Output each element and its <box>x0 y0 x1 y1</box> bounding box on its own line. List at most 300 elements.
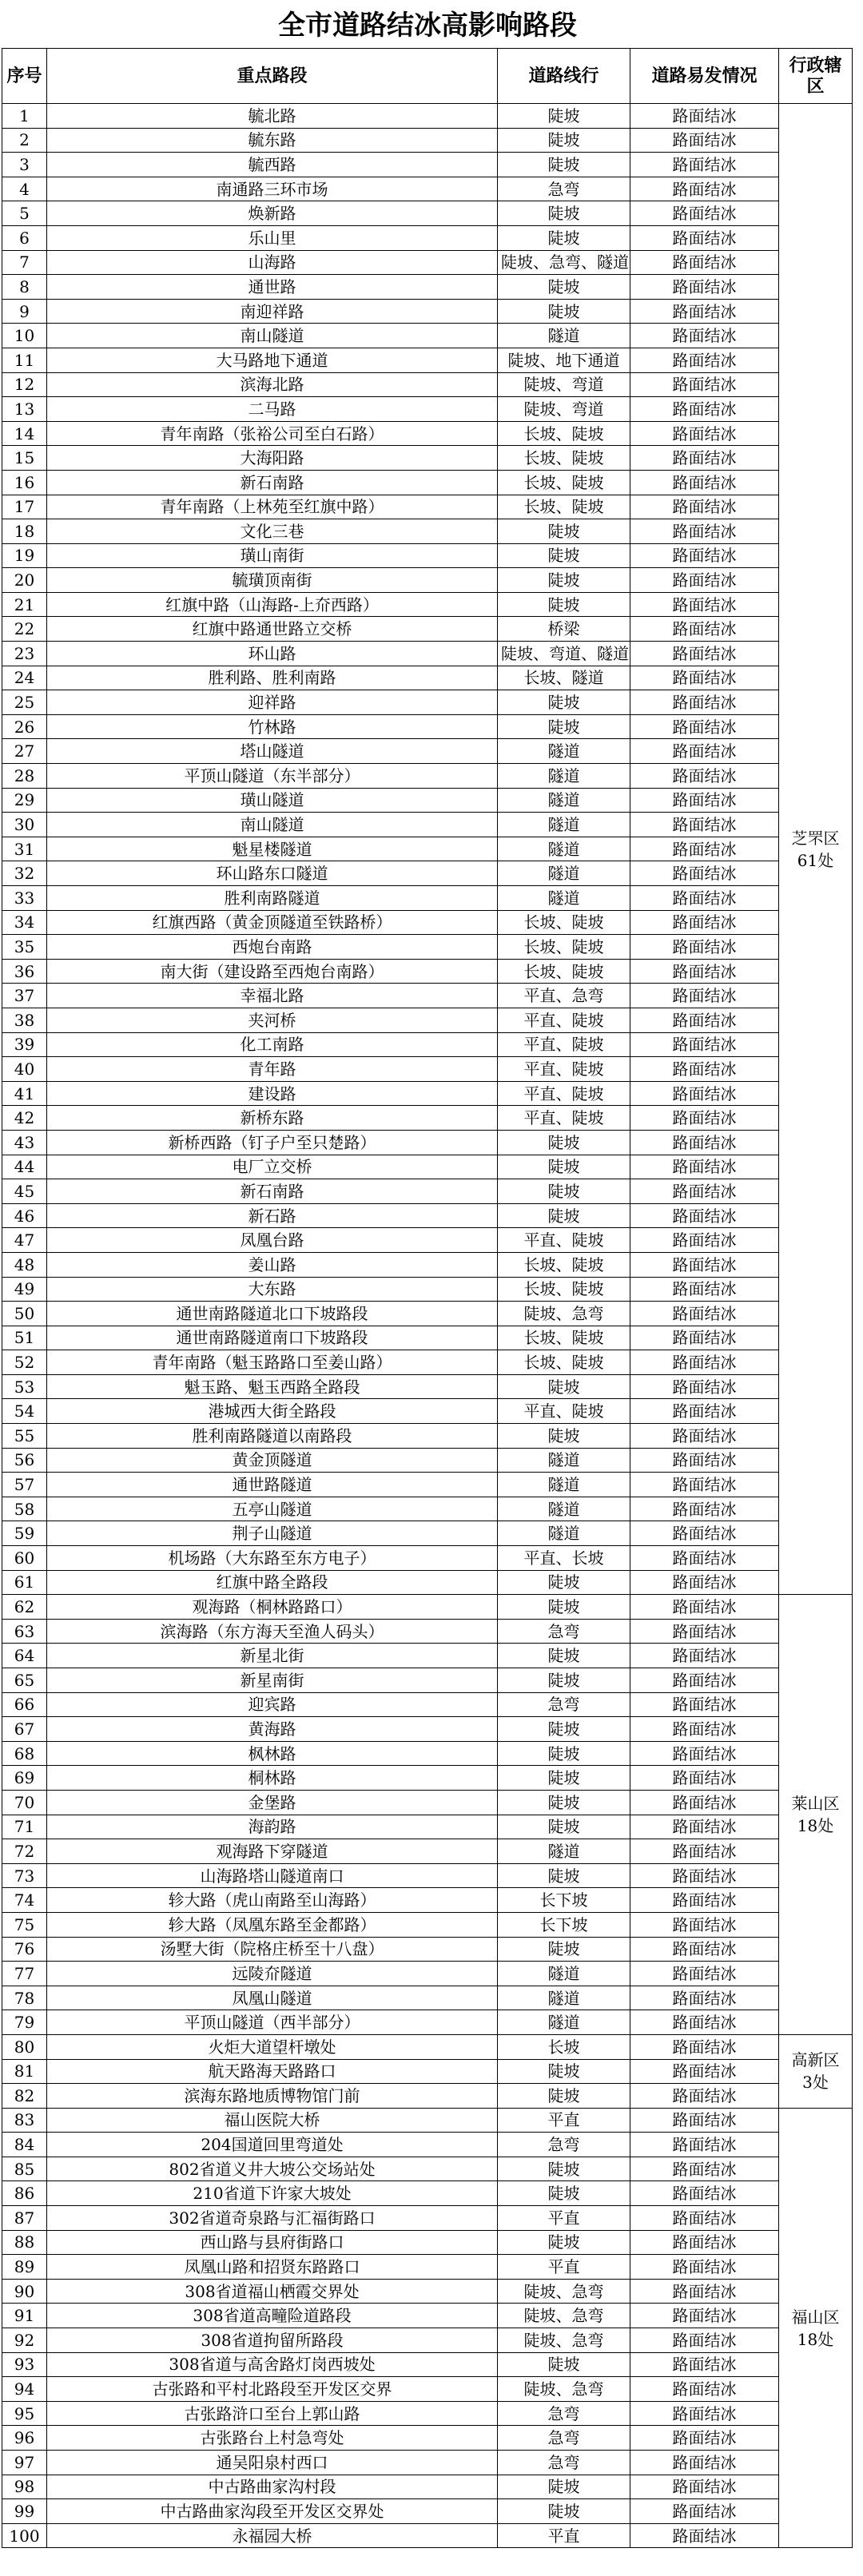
cell-index: 45 <box>2 1179 47 1204</box>
cell-road-section: 红旗西路（黄金顶隧道至铁路桥） <box>47 910 498 935</box>
cell-hazard: 路面结冰 <box>630 959 779 984</box>
cell-road-alignment: 陡坡 <box>498 2157 630 2181</box>
cell-road-alignment: 平直 <box>498 2206 630 2231</box>
header-road-alignment: 道路线行 <box>498 49 630 104</box>
cell-road-section: 五亭山隧道 <box>47 1497 498 1521</box>
cell-hazard: 路面结冰 <box>630 764 779 789</box>
cell-index: 36 <box>2 959 47 984</box>
table-row <box>2 2304 853 2328</box>
cell-road-alignment: 隧道 <box>498 764 630 789</box>
road-table <box>2 48 853 2548</box>
cell-road-section: 大海阳路 <box>47 446 498 471</box>
cell-road-alignment: 陡坡 <box>498 2059 630 2084</box>
cell-road-section: 青年路 <box>47 1057 498 1082</box>
cell-road-alignment: 长坡、陡坡 <box>498 959 630 984</box>
cell-index: 66 <box>2 1692 47 1717</box>
cell-index: 61 <box>2 1570 47 1595</box>
header-hazard: 道路易发情况 <box>630 49 779 104</box>
district-name: 高新区 <box>791 2050 840 2070</box>
cell-road-section: 观海路下穿隧道 <box>47 1839 498 1864</box>
table-row <box>2 1863 853 1888</box>
cell-road-section: 魁星楼隧道 <box>47 837 498 861</box>
cell-hazard: 路面结冰 <box>630 1790 779 1815</box>
cell-hazard: 路面结冰 <box>630 201 779 226</box>
cell-hazard: 路面结冰 <box>630 470 779 495</box>
cell-road-alignment: 陡坡 <box>498 299 630 324</box>
cell-road-section: 璜山隧道 <box>47 788 498 813</box>
cell-road-alignment: 平直 <box>498 2523 630 2548</box>
cell-road-alignment: 隧道 <box>498 788 630 813</box>
cell-road-section: 新石路 <box>47 1203 498 1228</box>
cell-hazard: 路面结冰 <box>630 788 779 813</box>
cell-index: 90 <box>2 2279 47 2304</box>
cell-road-alignment: 陡坡、急弯 <box>498 2377 630 2402</box>
table-row <box>2 397 853 422</box>
cell-road-alignment: 陡坡 <box>498 1863 630 1888</box>
cell-road-section: 环山路 <box>47 642 498 666</box>
cell-road-alignment: 急弯 <box>498 2426 630 2451</box>
cell-index: 2 <box>2 128 47 153</box>
cell-hazard: 路面结冰 <box>630 1619 779 1644</box>
table-row <box>2 714 853 739</box>
cell-hazard: 路面结冰 <box>630 886 779 911</box>
cell-index: 41 <box>2 1081 47 1106</box>
cell-road-alignment: 平直、长坡 <box>498 1546 630 1571</box>
cell-hazard: 路面结冰 <box>630 910 779 935</box>
cell-index: 35 <box>2 935 47 960</box>
table-row <box>2 2255 853 2280</box>
cell-road-alignment: 平直、急弯 <box>498 984 630 1008</box>
cell-hazard: 路面结冰 <box>630 543 779 568</box>
cell-index: 85 <box>2 2157 47 2181</box>
cell-road-section: 机场路（大东路至东方电子） <box>47 1546 498 1571</box>
cell-index: 12 <box>2 372 47 397</box>
cell-road-alignment: 平直、陡坡 <box>498 1057 630 1082</box>
cell-index: 55 <box>2 1424 47 1449</box>
cell-hazard: 路面结冰 <box>630 1668 779 1693</box>
table-row <box>2 446 853 471</box>
cell-index: 27 <box>2 739 47 764</box>
cell-road-alignment: 隧道 <box>498 1521 630 1546</box>
table-row <box>2 1962 853 1986</box>
cell-index: 14 <box>2 421 47 446</box>
table-row <box>2 1912 853 1937</box>
cell-index: 57 <box>2 1473 47 1497</box>
cell-road-section: 南迎祥路 <box>47 299 498 324</box>
cell-road-alignment: 隧道 <box>498 1497 630 1521</box>
cell-road-alignment: 长坡、隧道 <box>498 666 630 690</box>
cell-road-section: 黄海路 <box>47 1717 498 1742</box>
cell-road-section: 新石南路 <box>47 1179 498 1204</box>
cell-road-section: 枫林路 <box>47 1741 498 1766</box>
cell-index: 75 <box>2 1912 47 1937</box>
cell-hazard: 路面结冰 <box>630 1228 779 1253</box>
document-title: 全市道路结冰高影响路段 <box>278 10 577 42</box>
cell-index: 56 <box>2 1448 47 1473</box>
cell-hazard: 路面结冰 <box>630 813 779 837</box>
cell-road-section: 红旗中路通世路立交桥 <box>47 617 498 642</box>
cell-hazard: 路面结冰 <box>630 1374 779 1399</box>
cell-road-section: 毓璜顶南街 <box>47 568 498 593</box>
cell-road-section: 二马路 <box>47 397 498 422</box>
table-row <box>2 1008 853 1032</box>
cell-index: 88 <box>2 2230 47 2255</box>
table-row <box>2 642 853 666</box>
cell-road-alignment: 陡坡、急弯 <box>498 2328 630 2353</box>
cell-road-section: 大东路 <box>47 1277 498 1302</box>
cell-road-alignment: 陡坡 <box>498 592 630 617</box>
table-row <box>2 1081 853 1106</box>
cell-hazard: 路面结冰 <box>630 1497 779 1521</box>
table-row <box>2 959 853 984</box>
table-row <box>2 519 853 544</box>
cell-road-section: 焕新路 <box>47 201 498 226</box>
cell-index: 76 <box>2 1937 47 1962</box>
table-row <box>2 470 853 495</box>
cell-hazard: 路面结冰 <box>630 1057 779 1082</box>
cell-road-section: 古张路台上村急弯处 <box>47 2426 498 2451</box>
table-row <box>2 1766 853 1791</box>
cell-road-section: 火炬大道望杆墩处 <box>47 2034 498 2059</box>
cell-road-alignment: 平直、陡坡 <box>498 1008 630 1032</box>
table-row <box>2 2133 853 2157</box>
cell-hazard: 路面结冰 <box>630 250 779 275</box>
table-row <box>2 1497 853 1521</box>
cell-hazard: 路面结冰 <box>630 1130 779 1155</box>
cell-hazard: 路面结冰 <box>630 1595 779 1620</box>
table-row <box>2 861 853 886</box>
cell-road-alignment: 陡坡、急弯 <box>498 1302 630 1326</box>
cell-hazard: 路面结冰 <box>630 495 779 519</box>
cell-road-section: 新星南街 <box>47 1668 498 1693</box>
district-name: 莱山区 <box>791 1794 840 1814</box>
cell-road-alignment: 陡坡、急弯、隧道 <box>498 250 630 275</box>
cell-road-section: 文化三巷 <box>47 519 498 544</box>
cell-road-section: 308省道高疃险道路段 <box>47 2304 498 2328</box>
cell-hazard: 路面结冰 <box>630 1570 779 1595</box>
cell-road-section: 古张路浒口至台上郭山路 <box>47 2401 498 2426</box>
cell-index: 38 <box>2 1008 47 1032</box>
cell-road-section: 红旗中路全路段 <box>47 1570 498 1595</box>
cell-hazard: 路面结冰 <box>630 1644 779 1668</box>
cell-road-section: 化工南路 <box>47 1032 498 1057</box>
cell-hazard: 路面结冰 <box>630 1473 779 1497</box>
cell-index: 46 <box>2 1203 47 1228</box>
cell-index: 24 <box>2 666 47 690</box>
cell-road-section: 桐林路 <box>47 1766 498 1791</box>
cell-hazard: 路面结冰 <box>630 1350 779 1375</box>
cell-index: 70 <box>2 1790 47 1815</box>
cell-road-alignment: 陡坡 <box>498 128 630 153</box>
cell-road-section: 航天路海天路路口 <box>47 2059 498 2084</box>
cell-road-section: 新桥东路 <box>47 1106 498 1131</box>
cell-road-section: 港城西大街全路段 <box>47 1399 498 1424</box>
cell-road-section: 轸大路（虎山南路至山海路） <box>47 1888 498 1913</box>
cell-road-alignment: 陡坡 <box>498 201 630 226</box>
cell-road-section: 姜山路 <box>47 1252 498 1277</box>
cell-index: 53 <box>2 1374 47 1399</box>
cell-district <box>779 104 853 1595</box>
cell-road-section: 古张路和平村北路段至开发区交界 <box>47 2377 498 2402</box>
cell-index: 82 <box>2 2084 47 2109</box>
cell-index: 8 <box>2 275 47 300</box>
cell-hazard: 路面结冰 <box>630 104 779 129</box>
header-district: 行政辖区 <box>779 49 853 104</box>
cell-index: 79 <box>2 2010 47 2035</box>
cell-road-section: 凤凰山路和招贤东路路口 <box>47 2255 498 2280</box>
table-row <box>2 910 853 935</box>
cell-road-section: 308省道与高舍路灯岗西坡处 <box>47 2352 498 2377</box>
cell-index: 28 <box>2 764 47 789</box>
cell-road-section: 环山路东口隧道 <box>47 861 498 886</box>
table-row <box>2 2059 853 2084</box>
cell-hazard: 路面结冰 <box>630 1741 779 1766</box>
table-row <box>2 592 853 617</box>
table-row <box>2 1106 853 1131</box>
cell-index: 47 <box>2 1228 47 1253</box>
cell-road-section: 中古路曲家沟段至开发区交界处 <box>47 2499 498 2524</box>
cell-hazard: 路面结冰 <box>630 1203 779 1228</box>
cell-index: 81 <box>2 2059 47 2084</box>
cell-hazard: 路面结冰 <box>630 2181 779 2206</box>
table-row <box>2 2451 853 2475</box>
cell-road-section: 青年南路（魁玉路路口至姜山路） <box>47 1350 498 1375</box>
cell-road-section: 通世南路隧道北口下坡路段 <box>47 1302 498 1326</box>
cell-hazard: 路面结冰 <box>630 690 779 715</box>
cell-index: 26 <box>2 714 47 739</box>
cell-hazard: 路面结冰 <box>630 1326 779 1350</box>
cell-road-alignment: 长坡、陡坡 <box>498 1350 630 1375</box>
cell-road-alignment: 陡坡 <box>498 1595 630 1620</box>
cell-road-section: 夹河桥 <box>47 1008 498 1032</box>
cell-index: 71 <box>2 1815 47 1839</box>
cell-road-alignment: 陡坡 <box>498 1937 630 1962</box>
cell-road-alignment: 陡坡 <box>498 1155 630 1179</box>
cell-hazard: 路面结冰 <box>630 1399 779 1424</box>
cell-road-alignment: 平直、陡坡 <box>498 1106 630 1131</box>
table-row <box>2 1521 853 1546</box>
cell-hazard: 路面结冰 <box>630 1766 779 1791</box>
table-row <box>2 104 853 129</box>
cell-road-alignment: 长坡、陡坡 <box>498 935 630 960</box>
table-row <box>2 617 853 642</box>
district-count: 18处 <box>797 2329 834 2349</box>
cell-hazard: 路面结冰 <box>630 1179 779 1204</box>
cell-index: 44 <box>2 1155 47 1179</box>
cell-hazard: 路面结冰 <box>630 2108 779 2133</box>
table-row <box>2 153 853 177</box>
cell-road-section: 观海路（桐林路路口） <box>47 1595 498 1620</box>
cell-road-section: 毓北路 <box>47 104 498 129</box>
cell-hazard: 路面结冰 <box>630 568 779 593</box>
cell-road-alignment: 陡坡 <box>498 690 630 715</box>
cell-road-alignment: 陡坡 <box>498 568 630 593</box>
cell-road-alignment: 隧道 <box>498 813 630 837</box>
cell-index: 17 <box>2 495 47 519</box>
table-row <box>2 739 853 764</box>
cell-hazard: 路面结冰 <box>630 1032 779 1057</box>
cell-road-alignment: 陡坡、急弯 <box>498 2279 630 2304</box>
cell-hazard: 路面结冰 <box>630 299 779 324</box>
cell-index: 98 <box>2 2475 47 2499</box>
cell-hazard: 路面结冰 <box>630 2451 779 2475</box>
cell-hazard: 路面结冰 <box>630 935 779 960</box>
table-row <box>2 2010 853 2035</box>
cell-index: 95 <box>2 2401 47 2426</box>
table-row <box>2 1424 853 1449</box>
cell-hazard: 路面结冰 <box>630 2523 779 2548</box>
cell-hazard: 路面结冰 <box>630 1962 779 1986</box>
cell-hazard: 路面结冰 <box>630 1839 779 1864</box>
cell-hazard: 路面结冰 <box>630 984 779 1008</box>
cell-hazard: 路面结冰 <box>630 1081 779 1106</box>
cell-road-alignment: 陡坡 <box>498 1179 630 1204</box>
cell-hazard: 路面结冰 <box>630 446 779 471</box>
cell-road-section: 南山隧道 <box>47 813 498 837</box>
cell-hazard: 路面结冰 <box>630 739 779 764</box>
cell-road-alignment: 平直、陡坡 <box>498 1399 630 1424</box>
table-row <box>2 1668 853 1693</box>
cell-road-section: 西山路与县府街路口 <box>47 2230 498 2255</box>
header-road-section: 重点路段 <box>47 49 498 104</box>
cell-hazard: 路面结冰 <box>630 2328 779 2353</box>
cell-road-section: 胜利南路隧道以南路段 <box>47 1424 498 1449</box>
cell-road-section: 204国道回里弯道处 <box>47 2133 498 2157</box>
cell-road-section: 通世南路隧道南口下坡路段 <box>47 1326 498 1350</box>
cell-hazard: 路面结冰 <box>630 1008 779 1032</box>
cell-road-alignment: 平直 <box>498 2108 630 2133</box>
table-row <box>2 2523 853 2548</box>
cell-index: 48 <box>2 1252 47 1277</box>
table-row <box>2 1570 853 1595</box>
cell-index: 54 <box>2 1399 47 1424</box>
cell-district <box>779 1595 853 2035</box>
cell-road-section: 魁玉路、魁玉西路全路段 <box>47 1374 498 1399</box>
table-row <box>2 2157 853 2181</box>
cell-road-alignment: 陡坡 <box>498 225 630 250</box>
cell-index: 33 <box>2 886 47 911</box>
cell-road-alignment: 陡坡、地下通道 <box>498 348 630 372</box>
cell-road-section: 通世路隧道 <box>47 1473 498 1497</box>
cell-index: 78 <box>2 1986 47 2010</box>
cell-index: 30 <box>2 813 47 837</box>
cell-index: 21 <box>2 592 47 617</box>
cell-hazard: 路面结冰 <box>630 2352 779 2377</box>
cell-road-alignment: 陡坡 <box>498 543 630 568</box>
table-row <box>2 348 853 372</box>
cell-road-section: 西炮台南路 <box>47 935 498 960</box>
cell-index: 84 <box>2 2133 47 2157</box>
cell-index: 59 <box>2 1521 47 1546</box>
table-row <box>2 1741 853 1766</box>
cell-road-section: 荆子山隧道 <box>47 1521 498 1546</box>
cell-index: 96 <box>2 2426 47 2451</box>
table-row <box>2 1888 853 1913</box>
table-row <box>2 2230 853 2255</box>
cell-index: 40 <box>2 1057 47 1082</box>
table-row <box>2 837 853 861</box>
cell-hazard: 路面结冰 <box>630 2401 779 2426</box>
cell-hazard: 路面结冰 <box>630 1937 779 1962</box>
table-row <box>2 2401 853 2426</box>
cell-index: 11 <box>2 348 47 372</box>
cell-hazard: 路面结冰 <box>630 1448 779 1473</box>
cell-index: 49 <box>2 1277 47 1302</box>
cell-road-section: 南山隧道 <box>47 324 498 348</box>
table-row <box>2 2181 853 2206</box>
cell-hazard: 路面结冰 <box>630 1717 779 1742</box>
table-row <box>2 788 853 813</box>
cell-index: 68 <box>2 1741 47 1766</box>
table-row <box>2 2279 853 2304</box>
cell-hazard: 路面结冰 <box>630 397 779 422</box>
cell-road-section: 塔山隧道 <box>47 739 498 764</box>
table-row <box>2 1057 853 1082</box>
cell-index: 51 <box>2 1326 47 1350</box>
cell-road-alignment: 陡坡 <box>498 1644 630 1668</box>
cell-district <box>779 2108 853 2548</box>
cell-hazard: 路面结冰 <box>630 2475 779 2499</box>
cell-road-section: 通世路 <box>47 275 498 300</box>
table-row <box>2 177 853 201</box>
table-row <box>2 421 853 446</box>
cell-index: 39 <box>2 1032 47 1057</box>
cell-hazard: 路面结冰 <box>630 2230 779 2255</box>
table-row <box>2 690 853 715</box>
table-header <box>2 49 853 104</box>
cell-road-alignment: 急弯 <box>498 2451 630 2475</box>
cell-road-section: 平顶山隧道（东半部分） <box>47 764 498 789</box>
cell-hazard: 路面结冰 <box>630 372 779 397</box>
cell-index: 80 <box>2 2034 47 2059</box>
cell-hazard: 路面结冰 <box>630 2426 779 2451</box>
cell-road-alignment: 陡坡 <box>498 104 630 129</box>
cell-road-section: 迎祥路 <box>47 690 498 715</box>
cell-road-alignment: 长坡、陡坡 <box>498 495 630 519</box>
cell-index: 94 <box>2 2377 47 2402</box>
table-row <box>2 1350 853 1375</box>
cell-road-section: 山海路塔山隧道南口 <box>47 1863 498 1888</box>
cell-road-alignment: 陡坡 <box>498 1203 630 1228</box>
cell-road-section: 青年南路（上林苑至红旗中路） <box>47 495 498 519</box>
cell-road-section: 幸福北路 <box>47 984 498 1008</box>
table-row <box>2 1986 853 2010</box>
cell-road-alignment: 急弯 <box>498 1692 630 1717</box>
cell-index: 100 <box>2 2523 47 2548</box>
cell-index: 1 <box>2 104 47 129</box>
cell-road-section: 海韵路 <box>47 1815 498 1839</box>
cell-hazard: 路面结冰 <box>630 177 779 201</box>
cell-hazard: 路面结冰 <box>630 2304 779 2328</box>
cell-road-section: 黄金顶隧道 <box>47 1448 498 1473</box>
cell-index: 15 <box>2 446 47 471</box>
cell-road-alignment: 长坡、陡坡 <box>498 910 630 935</box>
cell-index: 13 <box>2 397 47 422</box>
district-count: 3处 <box>802 2073 829 2093</box>
table-row <box>2 2206 853 2231</box>
cell-hazard: 路面结冰 <box>630 2084 779 2109</box>
cell-index: 93 <box>2 2352 47 2377</box>
cell-road-section: 南通路三环市场 <box>47 177 498 201</box>
cell-index: 3 <box>2 153 47 177</box>
cell-hazard: 路面结冰 <box>630 2255 779 2280</box>
cell-hazard: 路面结冰 <box>630 1863 779 1888</box>
cell-index: 32 <box>2 861 47 886</box>
cell-index: 37 <box>2 984 47 1008</box>
cell-road-alignment: 隧道 <box>498 1962 630 1986</box>
cell-index: 31 <box>2 837 47 861</box>
cell-road-section: 永福园大桥 <box>47 2523 498 2548</box>
